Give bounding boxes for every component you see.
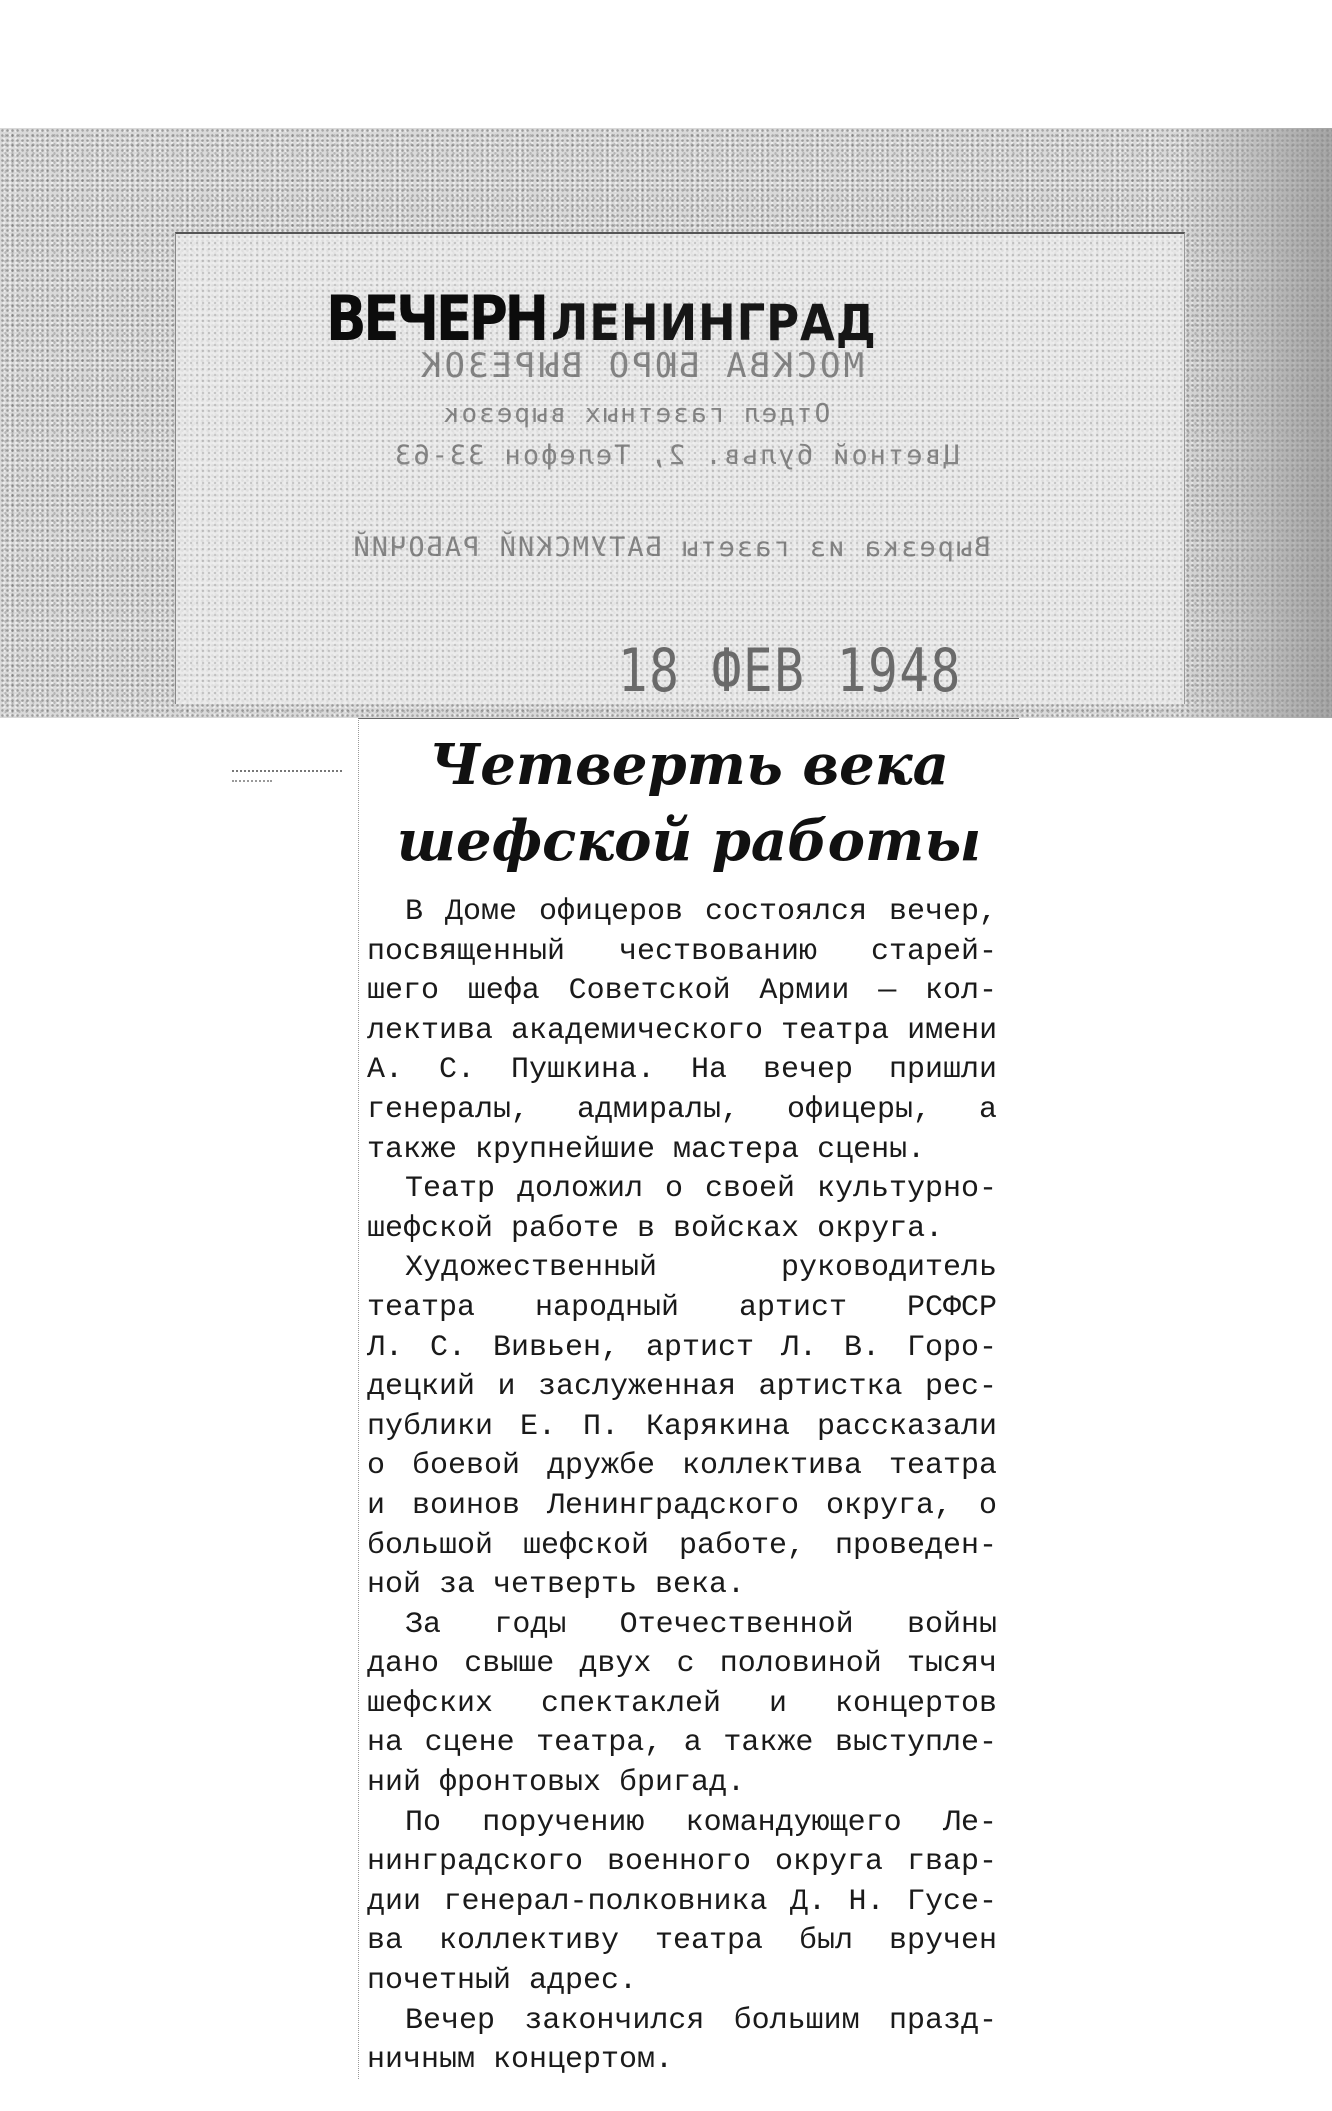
article-line: ничным концертом. bbox=[367, 2043, 674, 2078]
mirrored-address: Цветной бульв. 2, Телефон 33-63 bbox=[393, 440, 959, 471]
article-line: посвященный чествованию старей- bbox=[367, 934, 997, 969]
article-line: В Доме офицеров состоялся вечер, bbox=[405, 895, 997, 929]
headline-line: Четверть века bbox=[429, 732, 949, 798]
article-line: и воинов Ленинградского округа, о bbox=[367, 1488, 997, 1523]
article-line: ва коллективу театра был вручен bbox=[367, 1924, 997, 1959]
mirrored-source-line: Вырезка из газеты БАТУМСКИЙ РАБОЧИЙ bbox=[351, 532, 991, 563]
article-line: генералы, адмиралы, офицеры, а bbox=[367, 1092, 997, 1127]
article-line: театра народный артист РСФСР bbox=[367, 1290, 997, 1325]
article-line: Вечер закончился большим празд- bbox=[405, 2003, 997, 2038]
article-line: нинградского военного округа гвар- bbox=[367, 1845, 997, 1880]
clipping-card bbox=[175, 232, 1185, 704]
article-line: По поручению командующего Ле- bbox=[405, 1805, 997, 1840]
article-body bbox=[367, 893, 997, 2081]
date-stamp: 18 ФЕВ 1948 bbox=[618, 636, 962, 706]
article-line: шефской работе в войсках округа. bbox=[367, 1211, 944, 1246]
scan-edge-shadow bbox=[1172, 128, 1332, 718]
article-line: шефских спектаклей и концертов bbox=[367, 1686, 997, 1721]
masthead-bold-word: ВЕЧЕРН bbox=[326, 282, 546, 355]
article-line: децкий и заслуженная артистка рес- bbox=[367, 1370, 997, 1405]
headline-line: шефской работы bbox=[396, 808, 982, 874]
article-line: дии генерал-полковника Д. Н. Гусе- bbox=[367, 1884, 997, 1919]
article-line: также крупнейшие мастера сцены. bbox=[367, 1132, 926, 1167]
article-line: лектива академического театра имени bbox=[367, 1013, 998, 1048]
article-line: Художественный руководитель bbox=[405, 1251, 997, 1286]
mirrored-bureau-name: МОСКВА БЮРО ВЫРЕЗОК bbox=[418, 346, 864, 386]
article-line: За годы Отечественной войны bbox=[405, 1607, 997, 1642]
article-line: ний фронтовых бригад. bbox=[367, 1766, 746, 1801]
article-line: шего шефа Советской Армии — кол- bbox=[367, 974, 997, 1009]
article-line: Театр доложил о своей культурно- bbox=[405, 1172, 997, 1207]
article-line: дано свыше двух с половиной тысяч bbox=[367, 1647, 997, 1682]
article-line: о боевой дружбе коллектива театра bbox=[367, 1449, 997, 1484]
article-line: публики Е. П. Карякина рассказали bbox=[367, 1409, 997, 1444]
article-line: ной за четверть века. bbox=[367, 1568, 746, 1603]
article-line: Л. С. Вивьен, артист Л. В. Горо- bbox=[367, 1330, 997, 1365]
mirrored-department: Отдел газетных вырезок bbox=[441, 399, 831, 429]
article-headline bbox=[359, 727, 1019, 879]
article-line: большой шефской работе, проведен- bbox=[367, 1528, 997, 1563]
article-line: А. С. Пушкина. На вечер пришли bbox=[367, 1053, 997, 1088]
article-line: на сцене театра, а также выступле- bbox=[367, 1726, 997, 1761]
masthead-light-word: ЛЕНИНГРАД bbox=[551, 294, 878, 352]
scan-cut-corner bbox=[1180, 718, 1332, 798]
article-line: почетный адрес. bbox=[367, 1964, 638, 1999]
margin-mark bbox=[232, 770, 342, 772]
article bbox=[358, 718, 1019, 2079]
margin-mark bbox=[232, 780, 272, 782]
